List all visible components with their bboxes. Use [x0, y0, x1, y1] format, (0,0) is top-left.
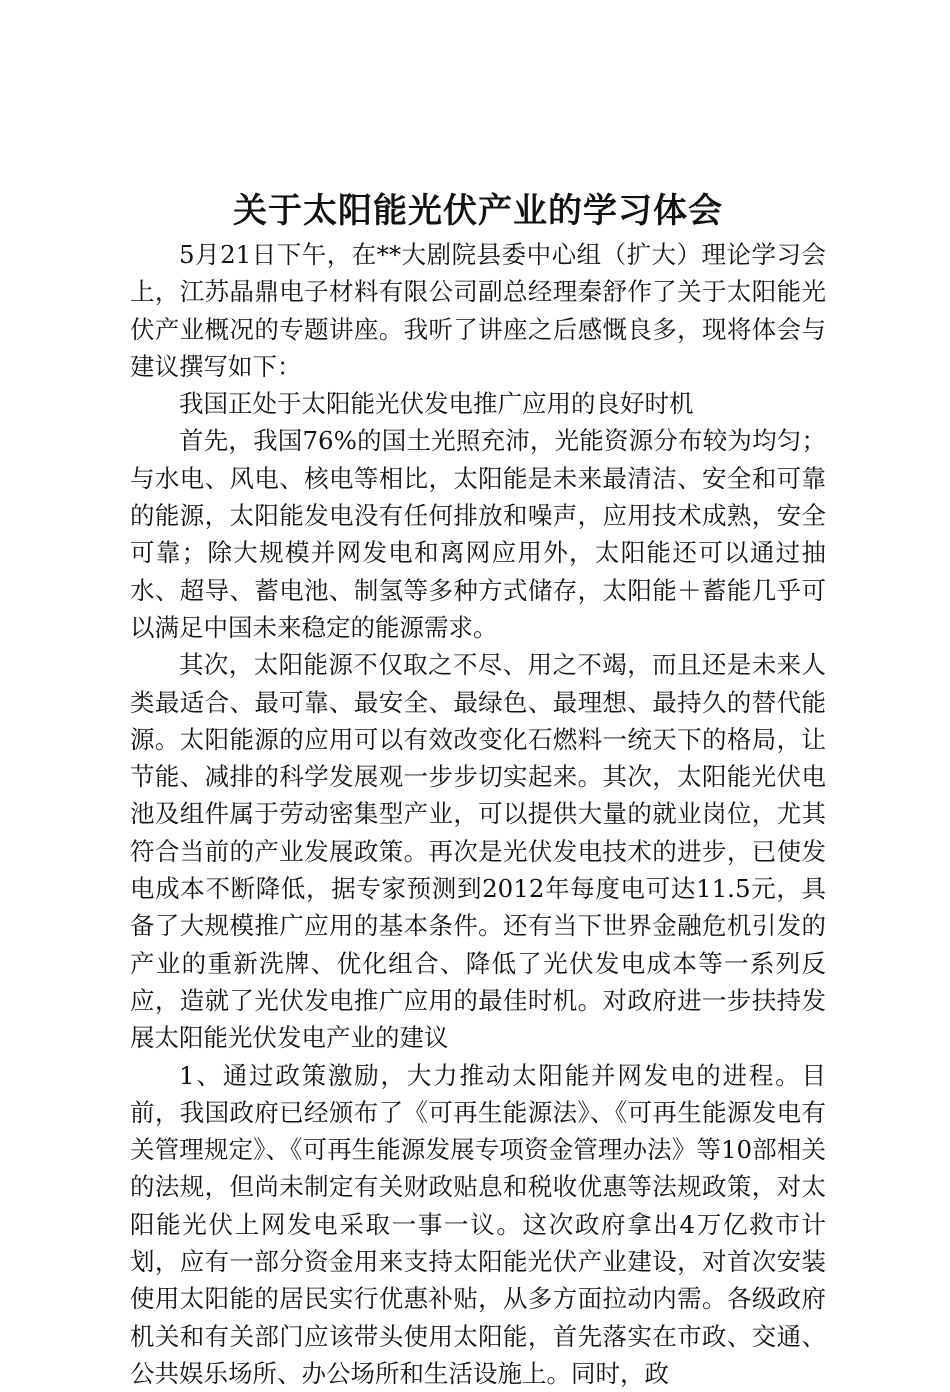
document-page: [130, 186, 826, 1392]
paragraph-intro: 5月21日下午，在**大剧院县委中心组（扩大）理论学习会上，江苏晶鼎电子材料有限公司副总经理秦舒作了关于太阳能光伏产业概况的专题讲座。我听了讲座之后感慨良多，现将体会与建议撰写如下：: [130, 240, 826, 381]
paragraph-first-point: 首先，我国76%的国土光照充沛，光能资源分布较为均匀；与水电、风电、核电等相比，太阳能是未来最清洁、安全和可靠的能源，太阳能发电没有任何排放和噪声，应用技术成熟，安全可靠；除大规模并网发电和离网应用外，太阳能还可以通过抽水、超导、蓄电池、制氢等多种方式储存，太阳能＋蓄能几乎可以满足中国未来稳定的能源需求。: [130, 426, 826, 642]
paragraph-suggestion-1: 1、通过政策激励，大力推动太阳能并网发电的进程。目前，我国政府已经颁布了《可再生能源法》、《可再生能源发电有关管理规定》、《可再生能源发展专项资金管理办法》等10部相关的法规，但尚未制定有关财政贴息和税收优惠等法规政策，对太阳能光伏上网发电采取一事一议。这次政府拿出4万亿救市计划，应有一部分资金用来支持太阳能光伏产业建设，对首次安装使用太阳能的居民实行优惠补贴，从多方面拉动内需。各级政府机关和有关部门应该带头使用太阳能，首先落实在市政、交通、公共娱乐场所、办公场所和生活设施上。同时，政: [130, 1060, 826, 1388]
section-heading: 我国正处于太阳能光伏发电推广应用的良好时机: [179, 389, 694, 419]
paragraph-second-point: 其次，太阳能源不仅取之不尽、用之不竭，而且还是未来人类最适合、最可靠、最安全、最绿色、最理想、最持久的替代能源。太阳能源的应用可以有效改变化石燃料一统天下的格局，让节能、减排的科学发展观一步步切实起来。其次，太阳能光伏电池及组件属于劳动密集型产业，可以提供大量的就业岗位，尤其符合当前的产业发展政策。再次是光伏发电技术的进步，已使发电成本不断降低，据专家预测到2012年每度电可达11.5元，具备了大规模推广应用的基本条件。还有当下世界金融危机引发的产业的重新洗牌、优化组合、降低了光伏发电成本等一系列反应，造就了光伏发电推广应用的最佳时机。对政府进一步扶持发展太阳能光伏发电产业的建议: [130, 650, 826, 1053]
document-title: 关于太阳能光伏产业的学习体会: [233, 191, 723, 231]
